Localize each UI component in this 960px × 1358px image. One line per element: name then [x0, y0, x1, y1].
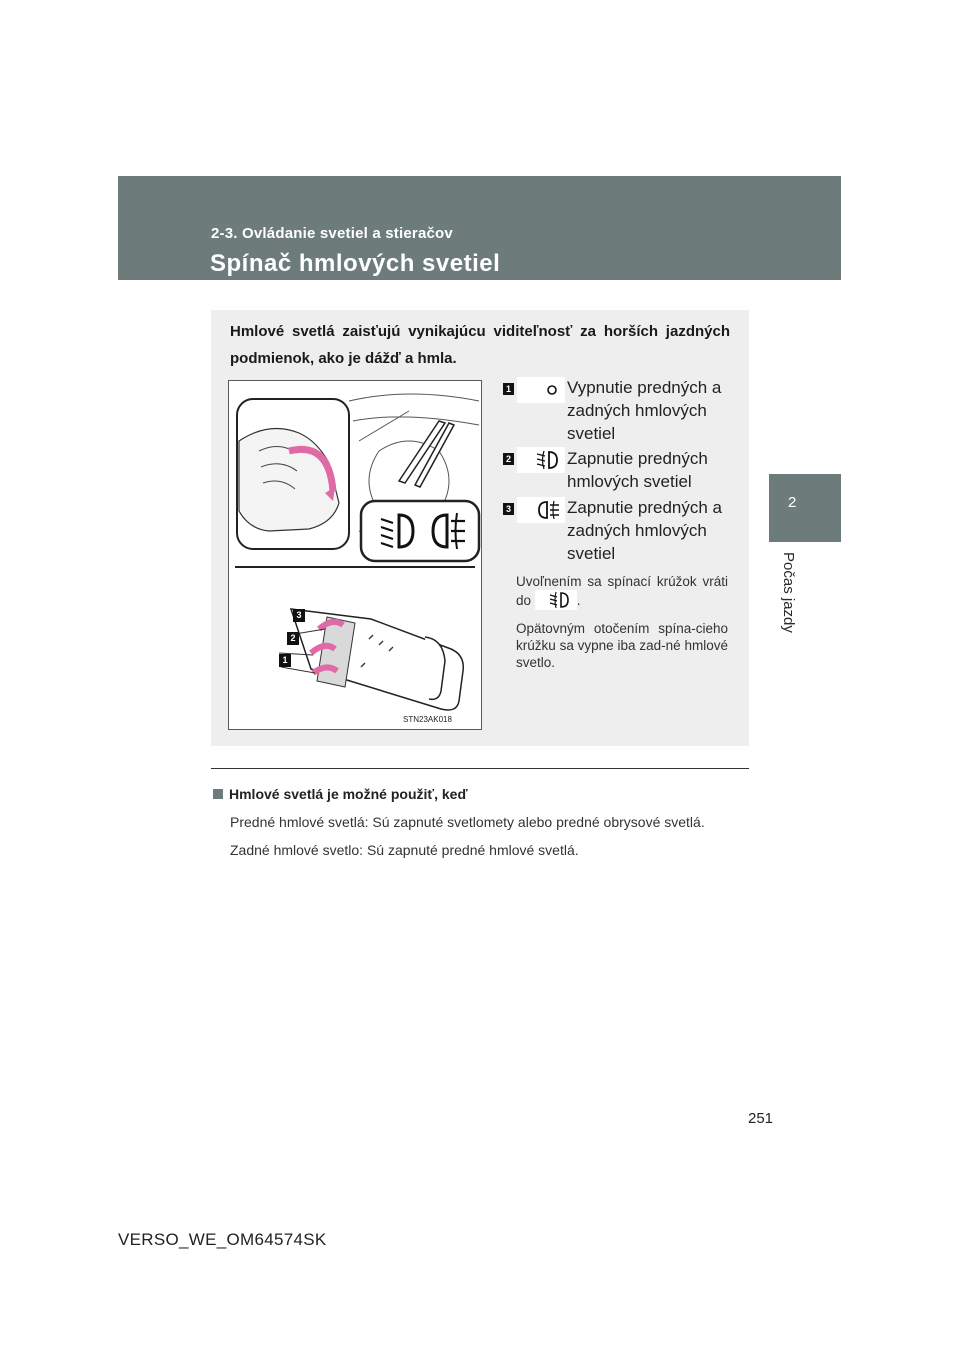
- figure-callout-1: 1: [279, 654, 291, 667]
- chapter-label: Počas jazdy: [780, 552, 797, 633]
- page-number: 251: [748, 1110, 774, 1127]
- chapter-tab: [769, 474, 841, 542]
- bullet-square-icon: [213, 789, 223, 799]
- fog-switch-illustration: [229, 381, 481, 729]
- page-title: Spínač hmlových svetiel: [210, 250, 501, 277]
- intro-text: Hmlové svetlá zaisťujú vynikajúcu viditeľnosť za horších jazdných podmienok, ako je dážď a hmla.: [230, 323, 730, 367]
- illustration: [228, 380, 482, 730]
- item-number: 1: [503, 383, 514, 395]
- rotate-note: Opätovným otočením spína-cieho krúžku sa vypne iba zad-né hmlové svetlo.: [516, 621, 728, 670]
- item-number: 2: [503, 453, 514, 465]
- figure-code: STN23AK018: [403, 715, 452, 724]
- divider: [211, 768, 749, 769]
- figure-callout-3: 3: [293, 609, 305, 622]
- release-note: [516, 573, 728, 610]
- front-fog-light-icon: [517, 447, 565, 473]
- item-text: Zapnutie predných hmlových svetiel: [567, 449, 708, 491]
- item-text: Zapnutie predných a zadných hmlových svetiel: [567, 498, 722, 563]
- conditions-heading: [213, 786, 468, 802]
- release-note-end: .: [576, 593, 581, 608]
- section-label: 2-3. Ovládanie svetiel a stieračov: [211, 225, 453, 242]
- front-fog-light-icon: [535, 590, 577, 610]
- chapter-number: 2: [788, 494, 797, 511]
- conditions-heading-text: Hmlové svetlá je možné použiť, keď: [229, 786, 468, 802]
- document-code: VERSO_WE_OM64574SK: [118, 1230, 327, 1249]
- item-number: 3: [503, 503, 514, 515]
- off-circle-icon: [517, 377, 565, 403]
- item-text: Vypnutie predných a zadných hmlových svetiel: [567, 378, 722, 443]
- rear-fog-light-icon: [517, 497, 565, 523]
- condition-front: Predné hmlové svetlá: Sú zapnuté svetlomety alebo predné obrysové svetlá.: [230, 814, 705, 830]
- condition-rear: Zadné hmlové svetlo: Sú zapnuté predné hmlové svetlá.: [230, 842, 579, 858]
- figure-callout-2: 2: [287, 632, 299, 645]
- release-note-text: Uvoľnením sa spínací krúžok vráti do: [516, 574, 728, 608]
